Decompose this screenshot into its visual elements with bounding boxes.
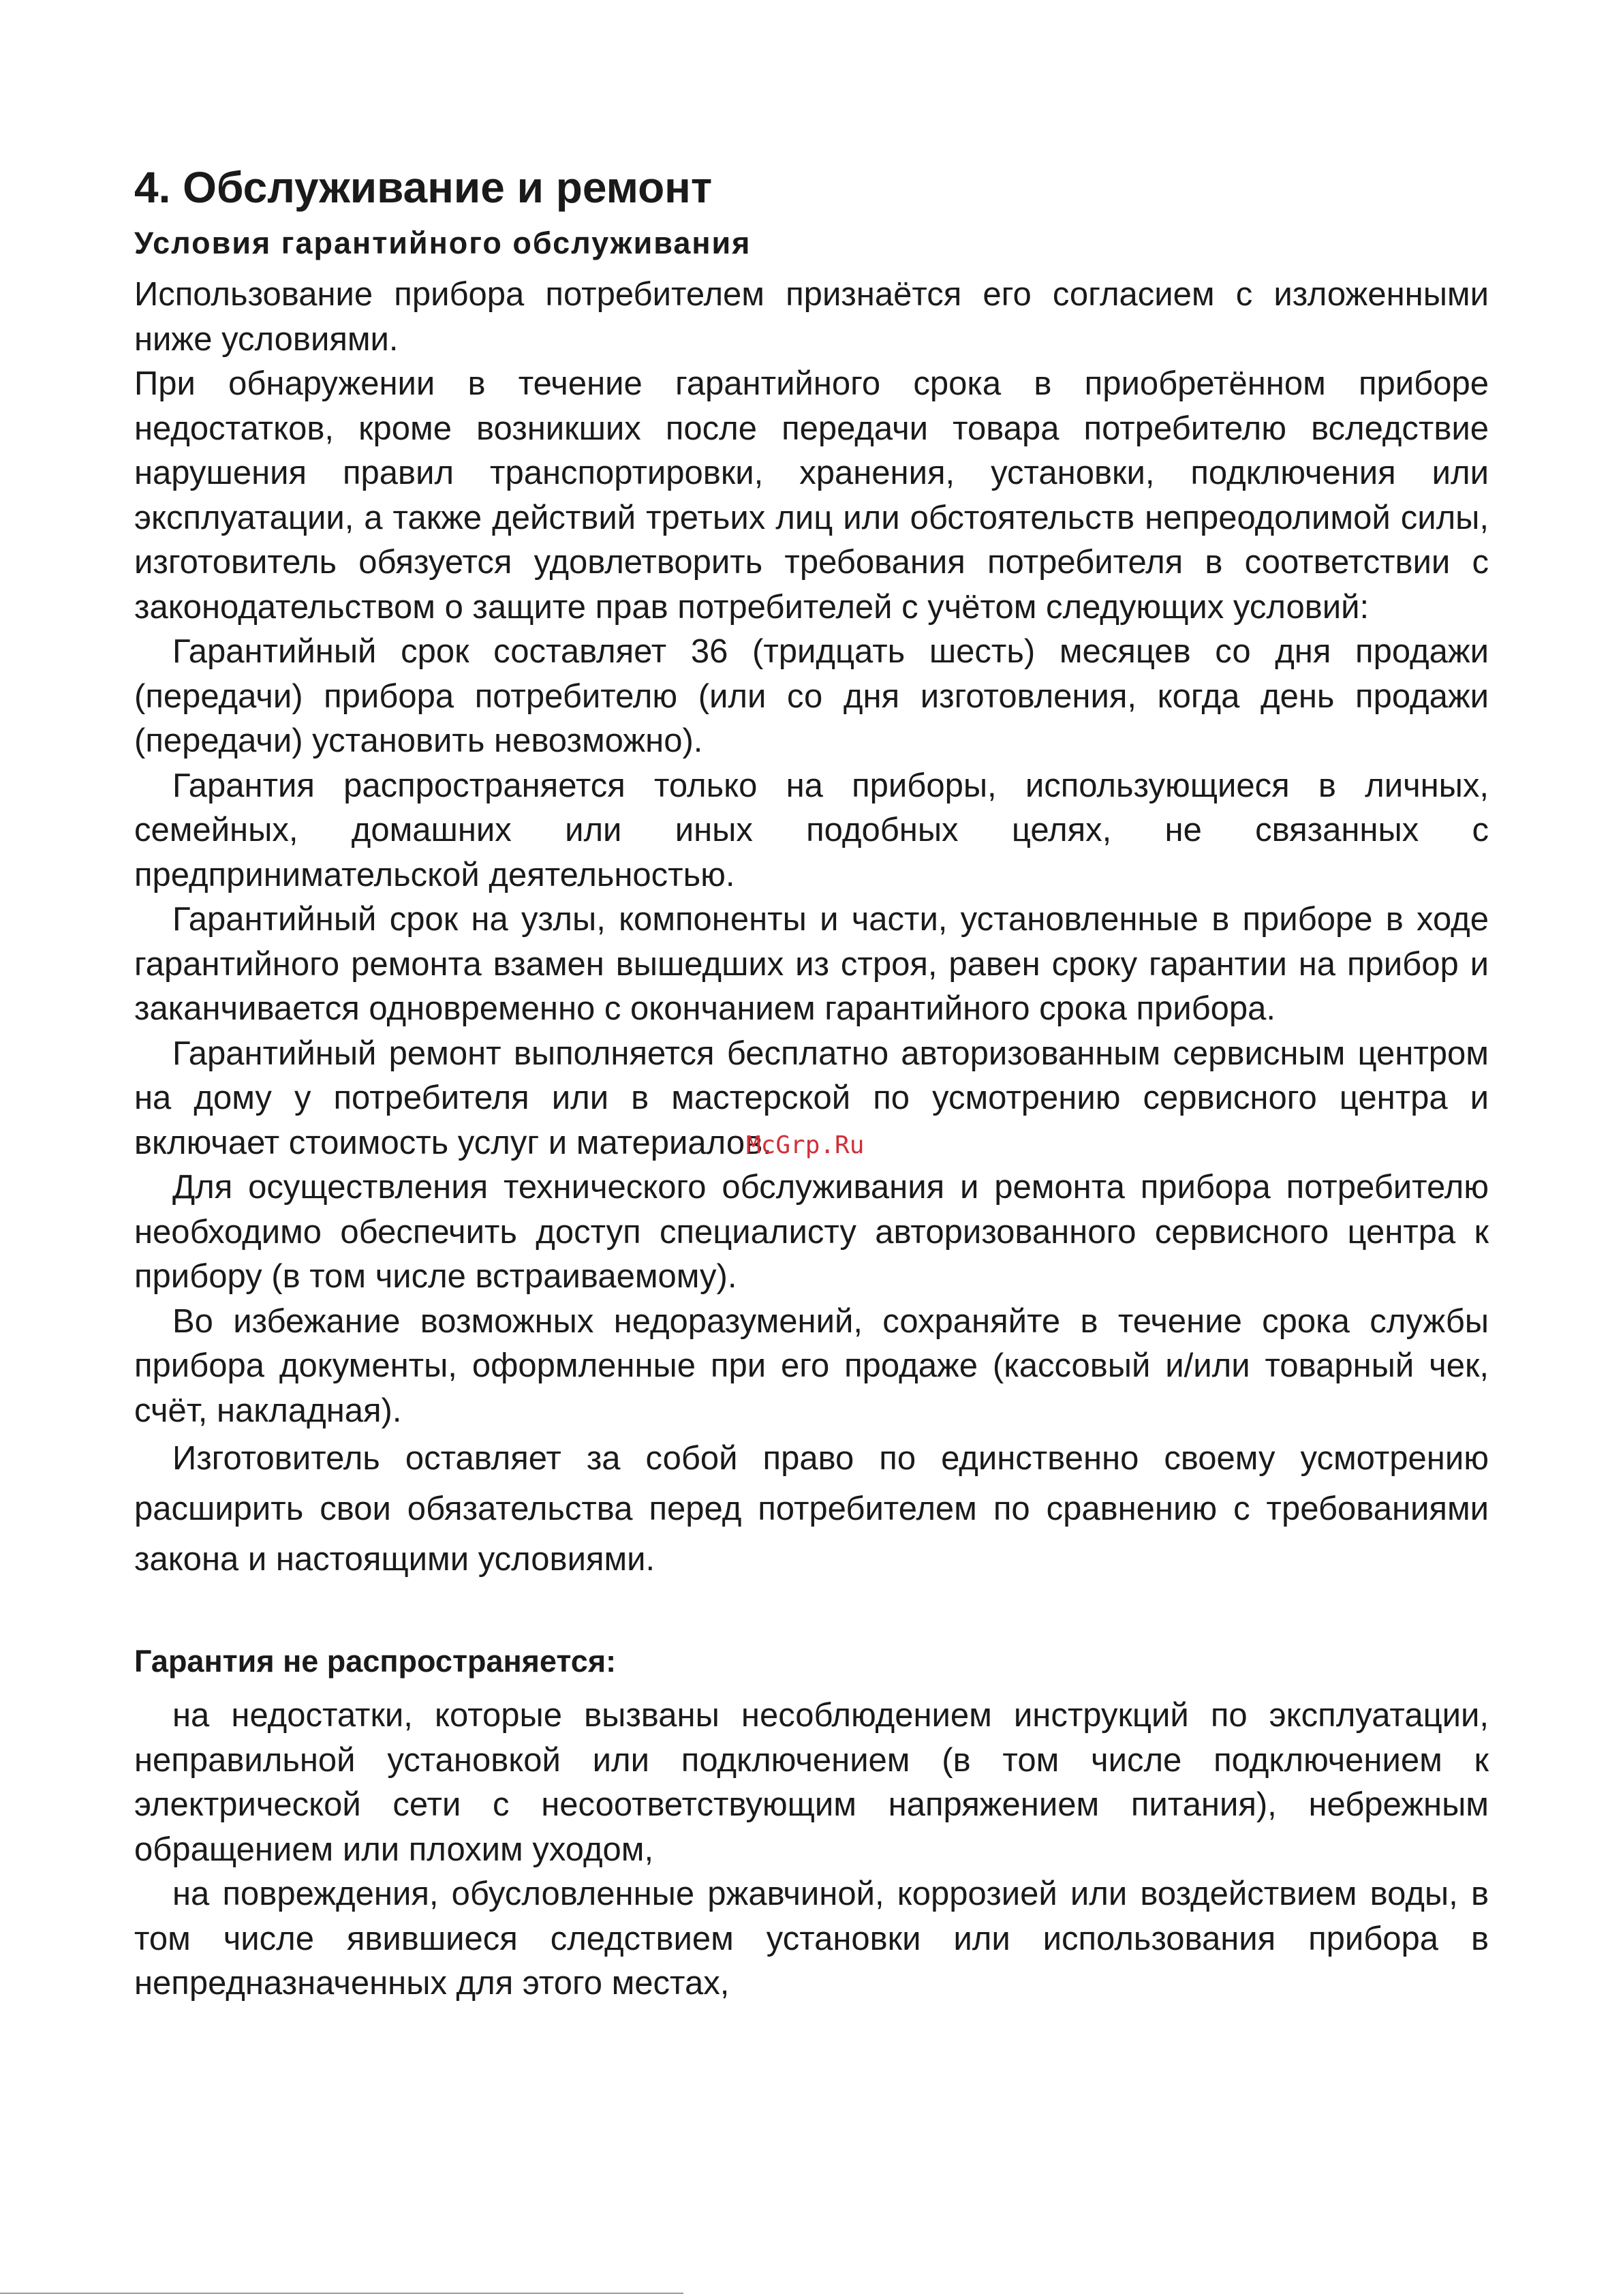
condition-paragraph: Для осуществления технического обслуживания и ремонта прибора потребителю необходимо обеспечить доступ специалисту авторизованного сервисного центра к прибору (в том числе встраиваемому). (134, 1169, 1489, 1295)
intro-paragraph: При обнаружении в течение гарантийного срока в приобретённом приборе недостатков, кроме возникших после передачи товара потребителю вследствие нарушения правил транспортировки, хранения, установки, подключения или эксплуатации, а также действий третьих лиц или обстоятельств непреодолимой силы, изготовитель обязуется удовлетворить требования потребителя в соответствии с законодательством о защите прав потребителей с учётом следующих условий: (134, 365, 1489, 626)
condition-paragraph: Изготовитель оставляет за собой право по единственно своему усмотрению расширить свои обязательства перед потребителем по сравнению с требованиями закона и настоящими условиями. (134, 1440, 1489, 1578)
section-title: 4. Обслуживание и ремонт (134, 163, 713, 212)
condition-paragraph: Гарантийный срок на узлы, компоненты и части, установленные в приборе в ходе гарантийного ремонта взамен вышедших из строя, равен сроку гарантии на прибор и заканчивается одновременно с окончанием гарантийного срока прибора. (134, 901, 1489, 1027)
exclusions-heading: Гарантия не распространяется: (134, 1644, 617, 1679)
intro-paragraph: Использование прибора потребителем признаётся его согласием с изложенными ниже условиями. (134, 276, 1489, 358)
condition-paragraph: Во избежание возможных недоразумений, сохраняйте в течение срока службы прибора документы, оформленные при его продаже (кассовый и/или товарный чек, счёт, накладная). (134, 1302, 1489, 1429)
exclusion-item: на повреждения, обусловленные ржавчиной, коррозией или воздействием воды, в том числе явившиеся следствием установки или использования прибора в непредназначенных для этого местах, (134, 1876, 1489, 2002)
condition-paragraph: Гарантийный ремонт выполняется бесплатно авторизованным сервисным центром на дому у потребителя или в мастерской по усмотрению сервисного центра и включает стоимость услуг и материалов. (134, 1035, 1489, 1161)
exclusion-item: на недостатки, которые вызваны несоблюдением инструкций по эксплуатации, неправильной установкой или подключением (в том числе подключением к электрической сети с несоответствующим напряжением питания), небрежным обращением или плохим уходом, (134, 1697, 1489, 1868)
footer-divider (0, 2293, 683, 2294)
document-page (134, 157, 1489, 2006)
watermark-text: McGrp.Ru (746, 1131, 865, 1159)
condition-paragraph: Гарантийный срок составляет 36 (тридцать шесть) месяцев со дня продажи (передачи) прибора потребителю (или со дня изготовления, когда день продажи (передачи) установить невозможно). (134, 633, 1489, 759)
condition-paragraph: Гарантия распространяется только на приборы, использующиеся в личных, семейных, домашних или иных подобных целях, не связанных с предпринимательской деятельностью. (134, 767, 1489, 893)
section-subtitle: Условия гарантийного обслуживания (134, 226, 752, 260)
